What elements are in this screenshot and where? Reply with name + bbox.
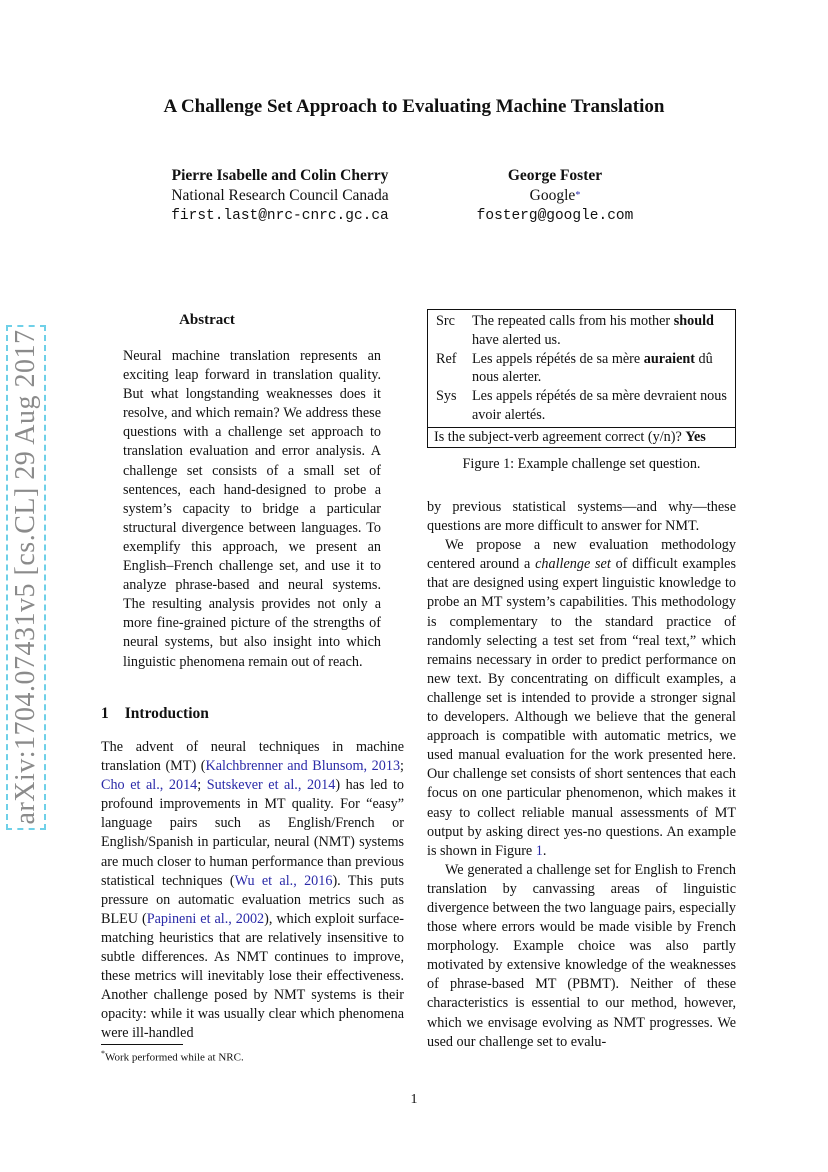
section-number: 1: [101, 705, 109, 722]
citation-link[interactable]: Wu et al., 2016: [234, 872, 333, 889]
question-row: [428, 427, 736, 447]
question-cell: [428, 427, 736, 447]
text-run: have alerted us.: [472, 331, 561, 348]
citation-link[interactable]: 1: [535, 842, 543, 859]
question-text: Is the subject-verb agreement correct (y/n)?: [434, 428, 682, 445]
row-text: [468, 387, 736, 427]
citation-link[interactable]: Sutskever et al., 2014: [206, 777, 336, 794]
abstract-heading: Abstract: [179, 312, 235, 328]
bold-text: auraient: [643, 350, 695, 367]
abstract-text: Neural machine translation represents an exciting leap forward in translation quality. But what longstanding weaknesses does it resolve, and which remain? We address these questions with a challenge set approach to translation evaluation and error analysis. A challenge set consists of a small set of sentences, each hand-designed to probe a system’s capacity to bridge a particular structural divergence between languages. To exemplify this approach, we present an English–French challenge set, and use it to analyze phrase-based and neural systems. The resulting analysis provides not only a more fine-grained picture of the strengths of neural systems, but also insight into which linguistic phenomena remain out of reach.: [123, 348, 381, 670]
arxiv-stamp[interactable]: [6, 325, 46, 830]
author-names: George Foster: [507, 167, 603, 184]
author-email[interactable]: fosterg@google.com: [476, 208, 634, 224]
figure-1-table: [427, 309, 736, 448]
text-run: We generated a challenge set for English to French translation by canvassing areas of linguistic divergence between the two language pairs, especially those where errors would be made visible by French morphology. Example choice was also partly motivated by extensive knowledge of the weaknesses of phrase-based MT (PBMT). Neither of these characteristics is essential to our method, however, which we envisage evolving as NMT progresses. We used our challenge set to evalu-: [427, 861, 736, 1050]
row-label: Sys: [436, 388, 457, 405]
figure-1-caption: Figure 1: Example challenge set question.: [462, 456, 701, 472]
text-run: by previous statistical systems—and why—these questions are more difficult to answer for NMT.: [427, 499, 736, 535]
text-run: The repeated calls from his mother: [472, 313, 674, 329]
row-label: Src: [436, 313, 455, 329]
paragraph-continued: [427, 498, 736, 536]
author-affiliation: National Research Council Canada: [171, 187, 389, 204]
text-run: Les appels répétés de sa mère devraient nous avoir alertés.: [472, 388, 727, 423]
paper-title: A Challenge Set Approach to Evaluating Machine Translation: [163, 96, 665, 117]
row-text: [468, 350, 736, 388]
arxiv-stamp-text: arXiv:1704.07431v5 [cs.CL] 29 Aug 2017: [10, 329, 41, 825]
text-run: ). This puts pressure on automatic evaluation metrics such as BLEU (: [101, 872, 404, 927]
paragraph: [427, 536, 736, 861]
author-email[interactable]: first.last@nrc-cnrc.gc.ca: [171, 208, 389, 224]
introduction-body: [101, 738, 404, 1044]
bold-text: should: [673, 313, 714, 329]
affiliation-footnote-mark[interactable]: *: [575, 190, 581, 201]
text-run: We propose a new evaluation methodology centered around a: [427, 537, 736, 573]
author-affiliation-line: [440, 186, 670, 206]
text-run: dû nous alerter.: [472, 350, 713, 386]
question-answer: Yes: [685, 428, 706, 445]
footnote-rule: [101, 1044, 183, 1045]
text-run: ;: [197, 777, 207, 794]
row-text: [468, 310, 736, 350]
page-number: 1: [410, 1092, 418, 1107]
right-column-body: [427, 498, 736, 1052]
text-run: ) has led to profound improvements in MT quality. For “easy” language pairs such as English/French or English/Spanish in particular, neural (NMT) systems are much closer to human performance than previous statistical techniques (: [101, 777, 404, 889]
author-names: Pierre Isabelle and Colin Cherry: [171, 167, 389, 184]
section-title: Introduction: [124, 705, 209, 722]
text-run: ), which exploit surface-matching heuristics that are relatively insensitive to subtle differences. As NMT continues to improve, these metrics will inevitably lose their effectiveness. Another challenge posed by NMT systems is their opacity: while it was usually clear which phenomena were ill-handled: [101, 910, 404, 1042]
table-row: [428, 350, 736, 388]
citation-link[interactable]: Cho et al., 2014: [101, 777, 198, 794]
author-block-1: [140, 166, 420, 226]
italic-text: challenge set: [535, 556, 611, 573]
row-label: Ref: [436, 350, 457, 367]
text-run: ;: [400, 758, 404, 775]
footnote: [101, 1049, 244, 1064]
table-row: [428, 387, 736, 427]
text-run: Les appels répétés de sa mère: [472, 350, 644, 367]
footnote-mark: *: [101, 1049, 105, 1058]
paragraph: [427, 861, 736, 1052]
footnote-text: Work performed while at NRC.: [105, 1051, 244, 1064]
author-affiliation: Google: [529, 187, 576, 204]
table-row: [428, 310, 736, 350]
abstract-body: [123, 347, 381, 672]
author-block-2: [440, 166, 670, 226]
citation-link[interactable]: Kalchbrenner and Blunsom, 2013: [205, 758, 401, 775]
text-run: The advent of neural techniques in machine translation (MT) (: [101, 739, 404, 775]
citation-link[interactable]: Papineni et al., 2002: [146, 910, 265, 927]
text-run: .: [542, 842, 547, 859]
intro-paragraph-1: [101, 738, 404, 1044]
text-run: of difficult examples that are designed using expert linguistic knowledge to probe an MT system’s capabilities. This methodology is complementary to the standard practice of randomly selecting a test set from “real text,” which remains necessary in order to predict performance on new text. By concentrating on difficult examples, a challenge set is intended to provide a stronger signal to developers. Although we believe that the general approach is compatible with automatic metrics, we used manual evaluation for the work presented here. Our challenge set consists of short sentences that each focus on one particular phenomenon, which makes it easy to collect reliable manual assessments of MT output by asking direct yes-no questions. An example is shown in Figure: [427, 556, 736, 859]
section-heading-introduction: [101, 705, 209, 723]
